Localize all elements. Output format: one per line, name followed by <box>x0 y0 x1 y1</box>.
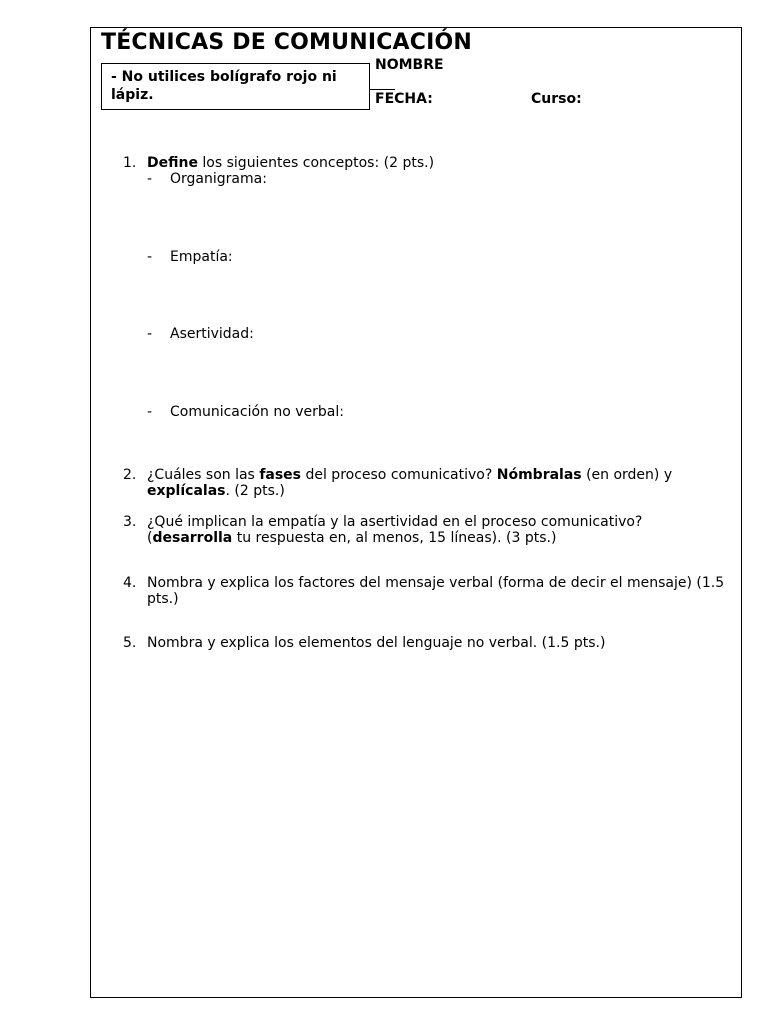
curso-label: Curso: <box>531 91 582 107</box>
concept-1-dash: - <box>147 171 153 187</box>
question-3-part-2: ( <box>147 530 153 546</box>
concept-comunicacion-no-verbal: Comunicación no verbal: <box>170 404 344 420</box>
concept-2-dash: - <box>147 249 153 265</box>
warning-box <box>101 63 370 110</box>
nombre-label: NOMBRE <box>375 57 444 73</box>
concept-4-dash: - <box>147 404 153 420</box>
concept-asertividad: Asertividad: <box>170 326 254 342</box>
question-2-part-1: ¿Cuáles son las <box>147 467 260 483</box>
question-1-body: los siguientes conceptos: (2 pts.) <box>197 155 435 171</box>
concept-empatia: Empatía: <box>170 249 233 265</box>
question-1-text <box>147 155 739 171</box>
document-title: TÉCNICAS DE COMUNICACIÓN <box>101 30 473 55</box>
question-2-line-2 <box>147 483 739 499</box>
question-4-text <box>147 575 739 607</box>
question-1-keyword: Define <box>147 155 198 171</box>
question-2-keyword-fases: fases <box>259 467 302 483</box>
warning-line-2: lápiz. <box>111 87 154 103</box>
question-3-text <box>147 514 739 546</box>
fecha-label: FECHA: <box>375 91 433 107</box>
question-5-number: 5. <box>123 635 137 651</box>
question-2-keyword-nombralas: Nómbralas <box>496 467 582 483</box>
question-1-number: 1. <box>123 155 137 171</box>
question-2-keyword-explicalas: explícalas <box>147 483 226 499</box>
question-2-line-1 <box>147 467 739 483</box>
question-4-line-2: pts.) <box>147 591 179 607</box>
question-5-text: Nombra y explica los elementos del lenguaje no verbal. (1.5 pts.) <box>147 635 606 651</box>
warning-line-1: - No utilices bolígrafo rojo ni <box>111 69 337 85</box>
question-4-number: 4. <box>123 575 137 591</box>
question-4-line-1: Nombra y explica los factores del mensaje verbal (forma de decir el mensaje) (1.5 <box>147 575 725 591</box>
concept-organigrama: Organigrama: <box>170 171 267 187</box>
question-3-keyword-desarrolla: desarrolla <box>152 530 233 546</box>
question-2-part-2: del proceso comunicativo? <box>301 467 497 483</box>
question-3-line-2 <box>147 530 739 546</box>
question-2-text <box>147 467 739 499</box>
question-3-part-3: tu respuesta en, al menos, 15 líneas). (3 pts.) <box>232 530 557 546</box>
nombre-underline <box>370 89 395 90</box>
question-3-number: 3. <box>123 514 137 530</box>
question-2-part-3: (en orden) y <box>581 467 673 483</box>
question-3-line-1: ¿Qué implican la empatía y la asertividad en el proceso comunicativo? <box>147 514 643 530</box>
question-2-part-4: . (2 pts.) <box>225 483 285 499</box>
question-2-number: 2. <box>123 467 137 483</box>
concept-3-dash: - <box>147 326 153 342</box>
